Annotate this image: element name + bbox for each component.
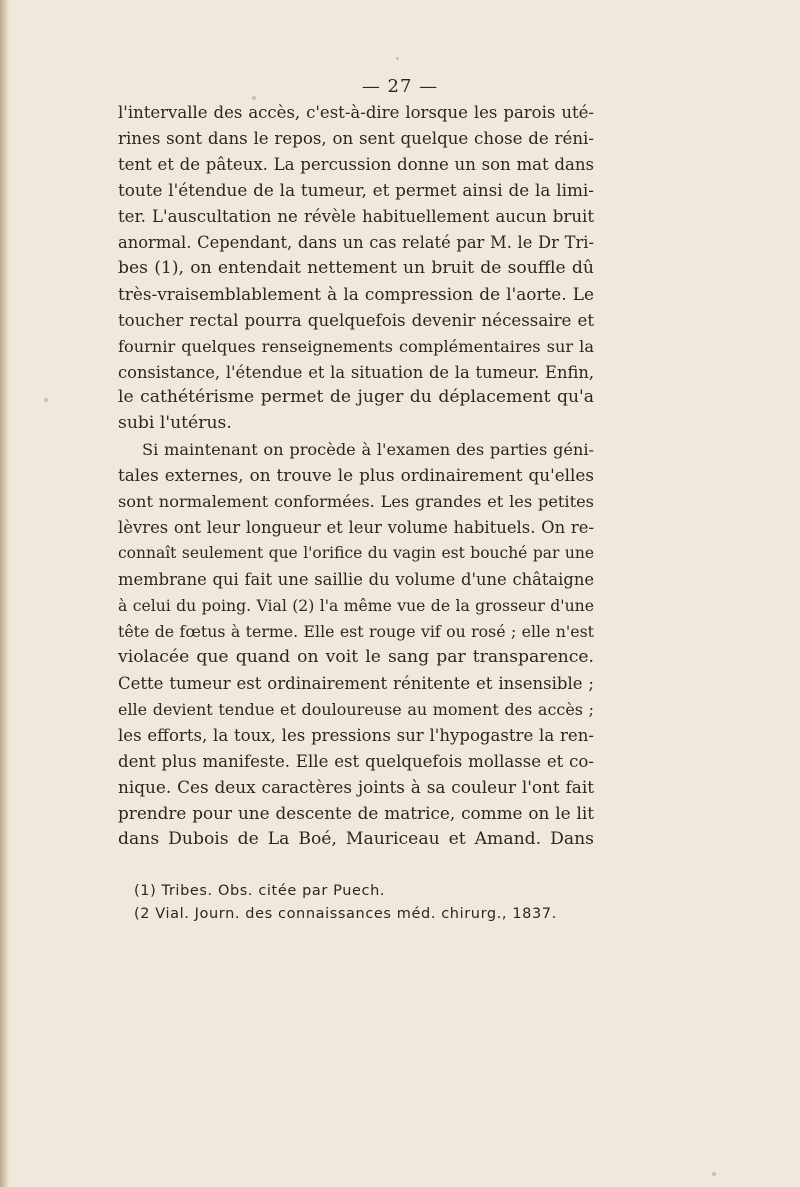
text-line: tête de fœtus à terme. Elle est rouge vif ou rosé ; elle n'est	[118, 622, 594, 642]
text-line: Si maintenant on procède à l'examen des parties géni-	[142, 440, 594, 460]
text-line: membrane qui fait une saillie du volume d'une châtaigne	[118, 570, 594, 590]
text-line: Cette tumeur est ordinairement rénitente et insensible ;	[118, 673, 594, 693]
text-line: connaît seulement que l'orifice du vagin est bouché par une	[118, 544, 594, 563]
footnote-1: (1) Tribes. Obs. citée par Puech.	[134, 883, 386, 899]
text-line: ter. L'auscultation ne révèle habituellement aucun bruit	[118, 206, 594, 226]
text-line: rines sont dans le repos, on sent quelque chose de réni-	[118, 128, 594, 148]
text-line: dans Dubois de La Boé, Mauriceau et Amand. Dans	[118, 828, 594, 849]
text-line: elle devient tendue et douloureuse au moment des accès ;	[118, 699, 594, 719]
text-line: toute l'étendue de la tumeur, et permet ainsi de la limi-	[118, 179, 594, 200]
text-line: nique. Ces deux caractères joints à sa couleur l'ont fait	[118, 776, 594, 797]
text-line: fournir quelques renseignements complémentaires sur la	[118, 336, 594, 356]
text-line: dent plus manifeste. Elle est quelquefois mollasse et co-	[118, 751, 594, 771]
page-number: — 27 —	[361, 76, 439, 97]
paper-speck	[44, 398, 48, 402]
text-line: l'intervalle des accès, c'est-à-dire lorsque les parois uté-	[118, 103, 594, 122]
text-line: bes (1), on entendait nettement un bruit de souffle dû	[118, 257, 594, 278]
text-line: anormal. Cependant, dans un cas relaté par M. le Dr Tri-	[118, 232, 594, 252]
text-line: prendre pour une descente de matrice, comme on le lit	[118, 802, 594, 823]
text-line: tales externes, on trouve le plus ordinairement qu'elles	[118, 465, 594, 486]
text-line: les efforts, la toux, les pressions sur l'hypogastre la ren-	[118, 725, 594, 745]
text-line: consistance, l'étendue et la situation de la tumeur. Enfin,	[118, 362, 594, 382]
paper-speck	[712, 1172, 716, 1176]
text-line: tent et de pâteux. La percussion donne un son mat dans	[118, 154, 594, 174]
footnotes	[134, 880, 604, 926]
text-line: toucher rectal pourra quelquefois devenir nécessaire et	[118, 310, 594, 330]
text-line: violacée que quand on voit le sang par transparence.	[118, 647, 594, 668]
page-edge-shadow	[0, 0, 10, 1187]
text-line: subi l'utérus.	[118, 413, 232, 434]
text-line: lèvres ont leur longueur et leur volume habituels. On re-	[118, 518, 594, 538]
paragraph-2	[118, 437, 594, 852]
text-line: très-vraisemblablement à la compression de l'aorte. Le	[118, 283, 594, 304]
body-text	[118, 100, 594, 853]
text-line: sont normalement conformées. Les grandes et les petites	[118, 492, 594, 512]
text-line: à celui du poing. Vial (2) l'a même vue de la grosseur d'une	[118, 596, 594, 616]
paper-speck	[396, 57, 399, 60]
text-line: le cathétérisme permet de juger du déplacement qu'a	[118, 387, 594, 408]
footnote-2: (2 Vial. Journ. des connaissances méd. chirurg., 1837.	[134, 906, 557, 922]
paragraph-1	[118, 100, 594, 437]
paper-speck	[252, 96, 256, 100]
